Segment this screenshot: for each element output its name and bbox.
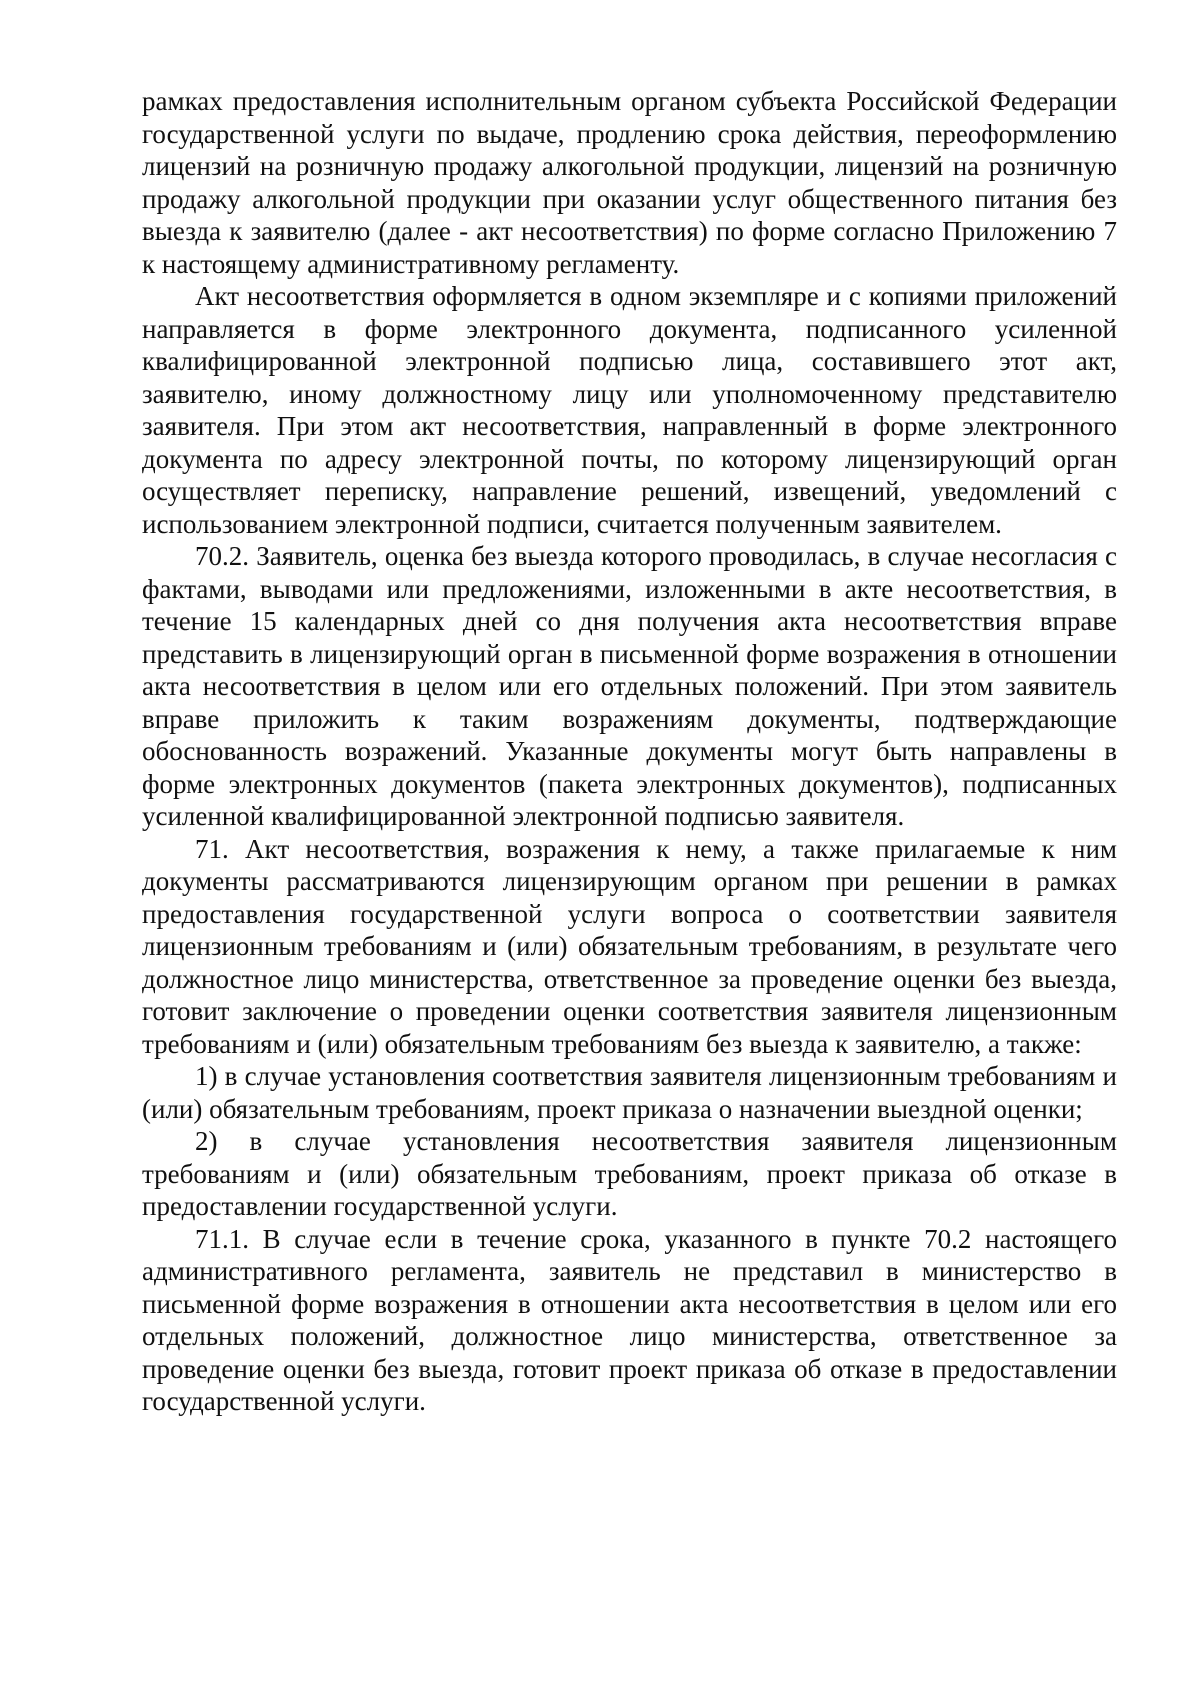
document-body [142,85,1117,1418]
paragraph-71-1: 71.1. В случае если в течение срока, указанного в пункте 70.2 настоящего административного регламента, заявитель не представил в министерство в письменной форме возражения в отношении акта несоответствия в целом или его отдельных положений, должностное лицо министерства, ответственное за проведение оценки без выезда, готовит проект приказа об отказе в предоставлении государственной услуги. [142,1223,1117,1416]
list-item-2: 2) в случае установления несоответствия заявителя лицензионным требованиям и (или) обязательным требованиям, проект приказа об отказе в предоставлении государственной услуги. [142,1126,1117,1221]
paragraph-70-2: 70.2. Заявитель, оценка без выезда которого проводилась, в случае несогласия с фактами, выводами или предложениями, изложенными в акте несоответствия, в течение 15 календарных дней со дня получения акта несоответствия вправе представить в лицензирующий орган в письменной форме возражения в отношении акта несоответствия в целом или его отдельных положений. При этом заявитель вправе приложить к таким возражениям документы, подтверждающие обоснованность возражений. Указанные документы могут быть направлены в форме электронных документов (пакета электронных документов), подписанных усиленной квалифицированной электронной подписью заявителя. [142,541,1117,831]
paragraph-act-of-nonconformity: Акт несоответствия оформляется в одном экземпляре и с копиями приложений направляется в форме электронного документа, подписанного усиленной квалифицированной электронной подписью лица, составившего этот акт, заявителю, иному должностному лицу или уполномоченному представителю заявителя. При этом акт несоответствия, направленный в форме электронного документа по адресу электронной почты, по которому лицензирующий орган осуществляет переписку, направление решений, извещений, уведомлений с использованием электронной подписи, считается полученным заявителем. [142,281,1117,539]
paragraph-71: 71. Акт несоответствия, возражения к нему, а также прилагаемые к ним документы рассматриваются лицензирующим органом при решении в рамках предоставления государственной услуги вопроса о соответствии заявителя лицензионным требованиям и (или) обязательным требованиям, в результате чего должностное лицо министерства, ответственное за проведение оценки без выезда, готовит заключение о проведении оценки соответствия заявителя лицензионным требованиям и (или) обязательным требованиям без выезда к заявителю, а также: [142,833,1117,1059]
paragraph-continuation: рамках предоставления исполнительным органом субъекта Российской Федерации государственной услуги по выдаче, продлению срока действия, переоформлению лицензий на розничную продажу алкогольной продукции, лицензий на розничную продажу алкогольной продукции при оказании услуг общественного питания без выезда к заявителю (далее - акт несоответствия) по форме согласно Приложению 7 к настоящему административному регламенту. [142,86,1117,279]
list-item-1: 1) в случае установления соответствия заявителя лицензионным требованиям и (или) обязательным требованиям, проект приказа о назначении выездной оценки; [142,1061,1117,1124]
